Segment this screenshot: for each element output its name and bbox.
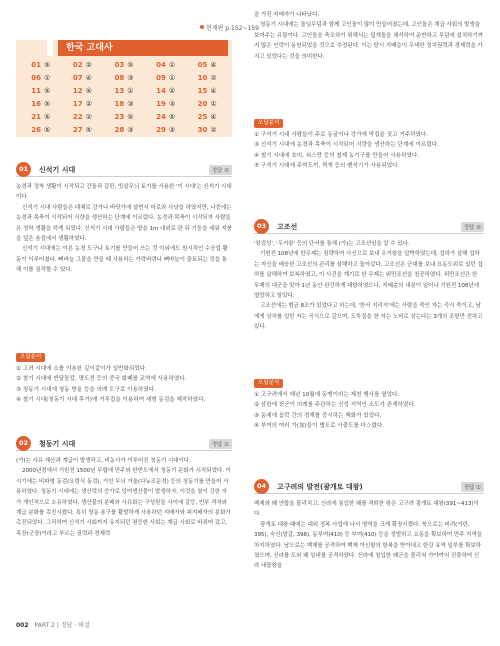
answer-choice: ⑤ xyxy=(168,113,176,121)
section-title: 고조선 xyxy=(277,222,298,231)
answer-choice: ② xyxy=(210,126,217,134)
answer-choice: ④ xyxy=(210,113,217,121)
answer-cell xyxy=(145,125,187,136)
page-footer xyxy=(16,620,90,629)
answer-cell xyxy=(186,73,228,84)
answer-cell xyxy=(103,99,145,110)
paragraph: 기원전 108년에 한무제는 침략하여 사신으로 보내 우거왕을 압박하였는데, 섭하가 살해 섭하는 자신을 배웅한 고조선의 관리를 살해하고 돌아갔다. 고조선은 군대를 보내 요동도위로 있던 섭하를 살해하여 보복하였고, 이 사건을 계기로 한 무제는 위만조선을 침공하였다. 위만조선은 한 무제의 대군을 맞아 1년 동안 완강하게 대항하였으나, 지배층의 내분이 일어나 기원전 108년에 멸망하고 말았다. xyxy=(254,251,483,300)
answer-choice: ② xyxy=(85,61,92,69)
section-title: 고구려의 발전(광개토 대왕) xyxy=(277,482,363,491)
answer-choice: ① xyxy=(210,100,217,108)
answer-cell xyxy=(62,112,104,123)
question-number: 10 xyxy=(197,74,208,82)
question-number: 15 xyxy=(197,87,208,95)
paragraph: 고조선에는 범금 8조가 있었다고 하는데, '한서 지리지'에는 사람을 죽인 자는 즉시 죽이고, 남에게 상처를 입힌 자는 곡식으로 갚으며, 도둑질을 한 자는 노비로 삼는다는 3개의 조항만 전하고 있다. xyxy=(254,303,483,331)
answer-choice: ① xyxy=(168,61,176,69)
option-text: ② 삼한에 천군이 의례를 주관하는 신성 지역인 소도가 존재하였다. xyxy=(254,402,416,409)
answer-cell xyxy=(145,73,187,84)
section-01-body xyxy=(16,182,232,276)
section-01-header xyxy=(16,163,232,177)
answer-choice: ⑤ xyxy=(44,61,51,69)
answer-key-marker xyxy=(47,40,53,56)
answer-choice: ① xyxy=(127,87,134,95)
answer-label: 정답 ① xyxy=(461,482,484,492)
section-03-header xyxy=(254,220,484,234)
answer-choice: ① xyxy=(44,74,51,82)
question-number: 17 xyxy=(72,100,83,108)
answer-choice: ③ xyxy=(127,74,134,82)
section-02-body xyxy=(16,456,232,539)
option-text: ⑤ 구석기 시대에 주먹도끼, 찍개 등의 뗀석기가 사용되었다. xyxy=(254,163,400,170)
question-number: 25 xyxy=(197,113,208,121)
option-text: ④ 철기 시대에 호미, 쇠스랑 등의 철제 농기구를 만들어 사용하였다. xyxy=(254,152,420,159)
answer-cell xyxy=(20,86,62,97)
section-number-badge: 03 xyxy=(254,219,269,234)
question-number: 16 xyxy=(31,100,42,108)
answer-cell xyxy=(20,112,62,123)
question-number: 21 xyxy=(31,113,42,121)
option-text: ④ 철기 시대(청동기 시대 후기)에 거푸집을 이용하여 세형 동검을 제작하였다. xyxy=(16,397,206,404)
question-number: 01 xyxy=(31,61,42,69)
answer-choice: ⑤ xyxy=(85,126,92,134)
paragraph: 2000년경에서 기원전 1500년 무렵에 만주와 한반도에서 청동기 문화가 시작되었다. 이 시기에는 비파형 동검(요령식 동검), 거친 무늬 거울(다뉴조문경) 등의 청동기를 만들어 사용하였다. 청동기 시대에는 생산력의 증가로 잉여생산물이 발생하자, 이것을 힘이 강한 자가 개인적으로 소유하였다. 생산물의 분배와 사유화는 구성원들 사이에 갈등, 빈부 격차와 계급 분화를 촉진시켰다. 특히 청동 용구를 활발하게 사용하던 지배자와 피지배자의 분화가 촉진되었다. 그리하여 신석기 사회까지 유지되던 평등한 사회는 계급 사회로 바뀌어 갔고, 족장(군장)이라고 부르는 권력과 경제력 xyxy=(16,468,231,537)
question-number: 19 xyxy=(156,100,166,108)
option-text: ① 구석기 시대 사람들이 주로 동굴이나 강가에 막집을 짓고 거주하였다. xyxy=(254,132,429,138)
section-04-header xyxy=(254,480,484,494)
answer-label: 정답 ② xyxy=(209,439,232,449)
answer-choice: ⑤ xyxy=(44,113,51,121)
section-number-badge: 01 xyxy=(16,162,31,177)
question-number: 18 xyxy=(114,100,125,108)
section-04-body xyxy=(254,499,484,572)
paragraph: 을 가진 지배자가 나타났다. xyxy=(254,12,320,18)
section-03-body xyxy=(254,239,484,333)
answer-key-box xyxy=(16,40,232,137)
answer-choice: ② xyxy=(210,74,217,82)
option-text: ① 고려 시대에 소를 이용한 깊이갈이가 일반화되었다. xyxy=(16,366,147,372)
answer-choice: ③ xyxy=(127,100,134,108)
question-number: 27 xyxy=(72,126,83,134)
answer-choice: ② xyxy=(168,87,176,95)
answer-choice: ③ xyxy=(168,126,176,134)
answer-choice: ④ xyxy=(210,61,217,69)
question-number: 13 xyxy=(114,87,125,95)
section-02-header xyxy=(16,437,232,451)
option-text: ④ 부여의 여러 가(加)들이 별도로 사출도를 다스렸다. xyxy=(254,423,385,430)
option-text: ③ 동예에 읍락 간의 경계를 중시하는 책화가 있었다. xyxy=(254,412,382,419)
section-title: 신석기 시대 xyxy=(39,165,76,174)
answer-cell xyxy=(103,73,145,84)
question-number: 04 xyxy=(156,61,166,69)
answer-choice: ② xyxy=(85,113,92,121)
question-number: 06 xyxy=(31,74,42,82)
answer-cell xyxy=(186,112,228,123)
question-number: 03 xyxy=(114,61,125,69)
answer-choice: ⑤ xyxy=(127,61,134,69)
section-title: 철동기 시대 xyxy=(39,439,76,448)
question-number: 07 xyxy=(72,74,83,82)
paragraph: 신석기 시대 사람들은 대체로 강가나 바닷가에 살면서 어로와 사냥을 하였지만, 나중에는 농경과 목축이 시작되어 식량을 생산하는 단계에 이르렀다. 농경과 목축이 시작되자 사람들은 정착 생활을 하게 되었다. 신석기 시대 사람들은 땅을 1m 내외로 판 뒤 기둥을 세워 지붕을 덮은 움집에서 생활하였다. xyxy=(16,204,232,243)
question-number: 29 xyxy=(156,126,166,134)
answer-choice: ③ xyxy=(168,100,176,108)
question-number: 20 xyxy=(197,100,208,108)
question-number: 12 xyxy=(72,87,83,95)
paragraph: 신석기 시대에는 이른 농경 도구나 토기를 만들어 쓰는 것 이외에도 원시적인 수공업 활동이 이루어졌다. 뼈바늘 그물을 만들 때 사용하는 가락바퀴나 뼈바늘이 출토되는 것을 통해 이를 짐작할 수 있다. xyxy=(16,246,228,274)
answer-choice: ⑤ xyxy=(85,87,92,95)
answer-cell xyxy=(62,125,104,136)
question-number: 14 xyxy=(156,87,166,95)
answer-cell xyxy=(186,125,228,136)
paragraph: 청동기 시대에는 돌널무덤과 함께 고인돌이 많이 만들어졌는데, 고인돌은 계급 사회의 발생을 보여주는 유물이다. 고인돌을 축조하기 위해서는 덮개돌을 채석하여 운반하고 무덤에 설치하기까지 많은 인력이 동원되었을 것으로 추정된다. 이는 당시 지배층이 우세한 정치권력과 경제력을 가지고 있었다는 것을 의미한다. xyxy=(254,22,483,60)
answer-label: 정답 ⑤ xyxy=(461,222,484,232)
paragraph: (가)는 사유 재산과 계급이 발생하고, 비농사가 이루어진 청동기 시대이다. xyxy=(16,458,191,464)
part-label: PART 2 | 정답 · 해설 xyxy=(34,622,90,629)
answer-cell xyxy=(62,73,104,84)
question-number: 28 xyxy=(114,126,125,134)
paragraph: 농경과 정착 생활이 시작되고 간돌과 갈판, 빗살무늬 토기를 사용한 '이 시대'는 신석기 시대이다. xyxy=(16,184,232,201)
section-03-wrong-analysis xyxy=(254,378,484,432)
answer-cell xyxy=(145,112,187,123)
answer-cell xyxy=(103,86,145,97)
answer-cell xyxy=(186,99,228,110)
page-reference: 현재편 p.152~159 xyxy=(200,23,290,32)
answer-cell xyxy=(186,86,228,97)
answer-choice: ④ xyxy=(85,74,92,82)
paragraph: 광개토 대왕 때에는 대외 정복 사업에 나서 영역을 크게 확장시켰다. 북으로는 비려(거란, 395), 숙신(말갈, 398), 동부여(410) 등 부여(410) 등을 정벌하고 요동을 확보하여 만주 지역을 차지하였다. 남으로는 백제를 공격하여 백제 아신왕의 항복을 받아내고 한강 유역 일부를 확보하였으며, 신라를 도와 왜 일대를 공격하였다. 신라에 침입한 왜군을 물리쳐 가야까지 진출하여 신라 내물왕을 xyxy=(254,521,483,570)
answer-cell xyxy=(62,60,104,71)
question-number: 09 xyxy=(156,74,166,82)
bullet-icon xyxy=(200,25,204,29)
answer-cell xyxy=(20,125,62,136)
wrong-analysis-tag: 오답분석 xyxy=(16,353,45,362)
option-text: ③ 신석기 시대에 농경과 목축이 시작되어 식량을 생산하는 단계에 이르렀다. xyxy=(254,142,439,149)
wrong-analysis-tag: 오답분석 xyxy=(254,119,283,128)
question-number: 05 xyxy=(197,61,208,69)
section-number-badge: 04 xyxy=(254,479,269,494)
answer-cell xyxy=(145,99,187,110)
question-number: 24 xyxy=(156,113,166,121)
answer-choice: ⑤ xyxy=(44,100,51,108)
question-number: 26 xyxy=(31,126,42,134)
option-text: ② 철기 시대에 반달돌칼, 명도전 등의 중국 화폐를 교역에 사용하였다. xyxy=(16,376,187,383)
answer-cell xyxy=(103,125,145,136)
question-number: 08 xyxy=(114,74,125,82)
page-number: 002 xyxy=(16,622,29,629)
answer-key-title: 한국 고대사 xyxy=(58,40,228,56)
answer-cell xyxy=(186,60,228,71)
answer-label: 정답 ⑤ xyxy=(209,165,232,175)
question-number: 23 xyxy=(114,113,125,121)
answer-choice: ⑤ xyxy=(44,126,51,134)
option-text: ① 고구려에서 매년 10월에 동맹이라는 제천 행사를 열었다. xyxy=(254,392,400,398)
answer-key-header xyxy=(16,40,232,56)
option-text: ③ 청동기 시대에 청동 방울 등을 의례 도구로 이용하였다. xyxy=(16,386,156,393)
answer-cell xyxy=(103,60,145,71)
answer-choice: ⑤ xyxy=(127,113,134,121)
answer-cell xyxy=(145,60,187,71)
answer-cell xyxy=(103,112,145,123)
answer-cell xyxy=(20,99,62,110)
answer-choice: ④ xyxy=(210,87,217,95)
question-number: 30 xyxy=(197,126,208,134)
question-number: 22 xyxy=(72,113,83,121)
paragraph: '왕검성', '우거왕' 등의 단서를 통해 (가)는 고조선임을 알 수 있다. xyxy=(254,241,410,247)
answer-cell xyxy=(62,99,104,110)
answer-choice: ③ xyxy=(127,126,134,134)
answer-choice: ① xyxy=(168,74,176,82)
section-02-continued xyxy=(254,10,484,62)
answer-cell xyxy=(20,60,62,71)
wrong-analysis-tag: 오답분석 xyxy=(254,379,283,388)
answer-choice: ② xyxy=(85,100,92,108)
answer-cell xyxy=(62,86,104,97)
answer-grid xyxy=(16,56,232,136)
section-01-wrong-analysis xyxy=(16,352,232,406)
section-02-wrong-analysis xyxy=(254,118,484,172)
question-number: 02 xyxy=(72,61,83,69)
paragraph: 백제와 왜 연합을 물리치고, 신라에 침입한 왜를 격퇴한 왕은 고구려 광개토 대왕(391~413)이다. xyxy=(254,501,479,518)
section-number-badge: 02 xyxy=(16,436,31,451)
answer-cell xyxy=(20,73,62,84)
answer-cell xyxy=(145,86,187,97)
answer-choice: ⑤ xyxy=(44,87,51,95)
question-number: 11 xyxy=(31,87,42,95)
